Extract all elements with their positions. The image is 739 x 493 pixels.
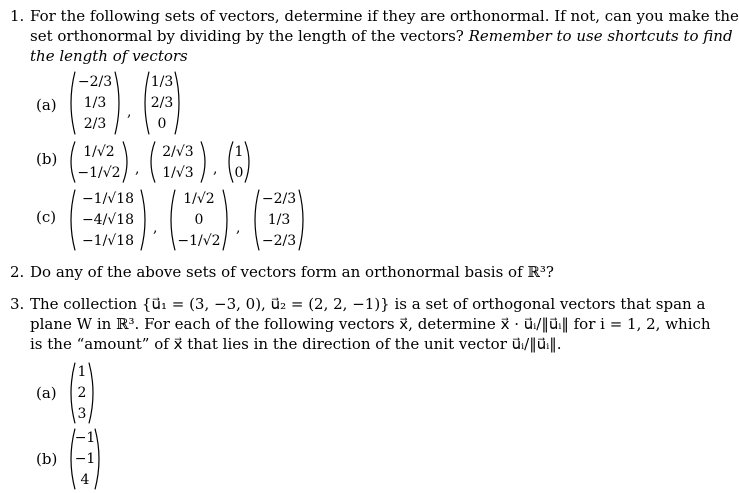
vector-1a-1: [66, 71, 124, 135]
part-3a-label: (a): [36, 384, 57, 402]
problem-3-line-1: The collection {u⃗₁ = (3, −3, 0), u⃗₂ = (2, 2, −1)} is a set of orthogonal vectors that span a: [30, 295, 706, 313]
vector-1a-1-entry: 2/3: [83, 116, 107, 133]
vector-3a: [66, 362, 98, 424]
problem-1-number: 1.: [10, 7, 25, 25]
vector-1a-2-entry: 2/3: [150, 94, 174, 111]
vector-1a-2: [140, 71, 184, 135]
vector-1c-1-entry: −4/√18: [81, 211, 135, 228]
comma: ,: [236, 220, 241, 236]
part-1c-label: (c): [36, 208, 57, 226]
problem-1-line-1: For the following sets of vectors, determine if they are orthonormal. If not, can you make the: [30, 7, 739, 25]
vector-1b-3-entry: 0: [234, 164, 244, 181]
vector-1b-3-entry: 1: [234, 143, 244, 160]
vector-1c-3-entry: −2/3: [261, 232, 297, 249]
vector-1c-2-entry: 1/√2: [183, 191, 215, 208]
vector-1b-2-entry: 1/√3: [162, 164, 194, 181]
vector-1c-1: [66, 189, 150, 251]
vector-1c-3-entry: −2/3: [261, 191, 297, 208]
vector-1a-1-entry: −2/3: [77, 73, 113, 90]
vector-1c-1-entry: −1/√18: [81, 191, 135, 208]
vector-1b-1-entry: 1/√2: [83, 143, 115, 160]
vector-1c-2-entry: −1/√2: [177, 232, 221, 249]
problem-2-text: Do any of the above sets of vectors form an orthonormal basis of ℝ³?: [30, 263, 554, 281]
vector-1b-2: [146, 141, 210, 183]
vector-3a-entry: 1: [77, 364, 87, 381]
comma: ,: [213, 161, 218, 177]
vector-1b-2-entry: 2/√3: [162, 143, 194, 160]
part-3b-label: (b): [36, 450, 58, 468]
vector-3b: [66, 428, 104, 490]
problem-1-hint: Remember to use shortcuts to find: [468, 27, 733, 45]
comma: ,: [153, 220, 158, 236]
vector-3a-entry: 2: [77, 384, 87, 401]
part-1b-label: (b): [36, 150, 58, 168]
vector-1a-2-entry: 1/3: [150, 73, 174, 90]
vector-3b-entry: −1: [74, 450, 96, 467]
vector-1c-2-entry: 0: [194, 211, 204, 228]
vector-3b-entry: 4: [80, 471, 90, 488]
problem-3-line-3: is the “amount” of x⃗ that lies in the direction of the unit vector u⃗ᵢ/‖u⃗ᵢ‖.: [30, 335, 562, 353]
part-1a-label: (a): [36, 96, 57, 114]
vector-1a-1-entry: 1/3: [83, 94, 107, 111]
problem-1-line-2a: set orthonormal by dividing by the length of the vectors?: [30, 27, 464, 45]
comma: ,: [135, 161, 140, 177]
problem-1-line-3: the length of vectors: [30, 47, 188, 65]
vector-1b-3: [224, 141, 254, 183]
problem-2-number: 2.: [10, 263, 25, 281]
vector-1c-2: [166, 189, 232, 251]
vector-1c-3-entry: 1/3: [267, 211, 291, 228]
problem-1-line-2: [30, 26, 733, 46]
problem-3-line-2: plane W in ℝ³. For each of the following vectors x⃗, determine x⃗ · u⃗ᵢ/‖u⃗ᵢ‖ for i = 1, 2, which: [30, 315, 711, 333]
vector-1c-1-entry: −1/√18: [81, 232, 135, 249]
vector-3b-entry: −1: [74, 430, 96, 447]
vector-1a-2-entry: 0: [157, 116, 167, 133]
vector-3a-entry: 3: [77, 405, 87, 422]
vector-1c-3: [250, 189, 308, 251]
vector-1b-1: [66, 141, 132, 183]
comma: ,: [127, 104, 132, 120]
vector-1b-1-entry: −1/√2: [77, 164, 121, 181]
problem-3-number: 3.: [10, 295, 25, 313]
